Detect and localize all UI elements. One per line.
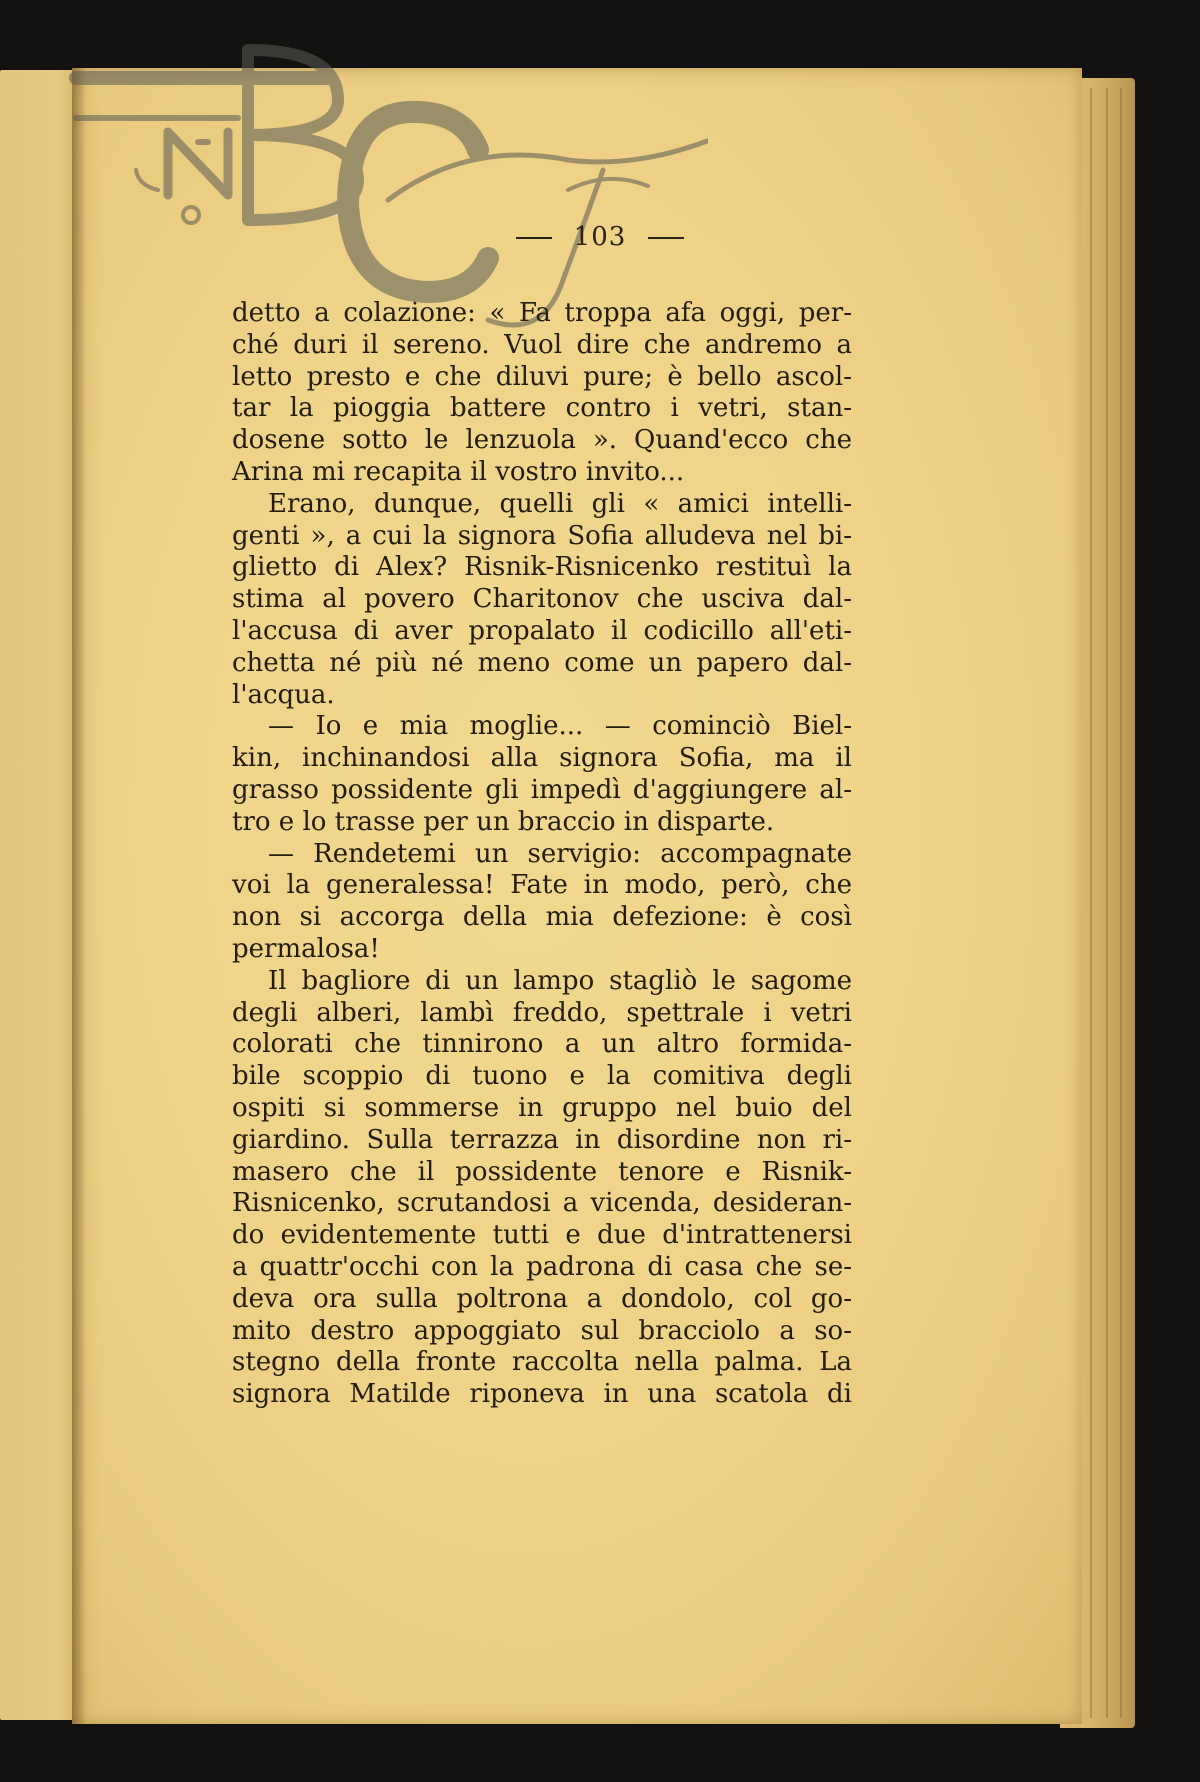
text-line: glietto di Alex? Risnik-Risnicenko restituì la xyxy=(232,552,852,583)
text-line: colorati che tinnirono a un altro formida- xyxy=(232,1029,852,1060)
text-line: non si accorga della mia defezione: è così xyxy=(232,902,852,933)
text-line: grasso possidente gli impedì d'aggiungere al- xyxy=(232,774,852,805)
library-watermark-logo xyxy=(48,20,708,340)
body-text xyxy=(232,298,852,1411)
text-line: Risnicenko, scrutandosi a vicenda, desideran- xyxy=(232,1188,852,1219)
text-line: — Rendetemi un servigio: accompagnate xyxy=(268,838,852,869)
page-number-dash-left xyxy=(516,237,552,239)
paragraph xyxy=(232,966,852,1411)
text-line: l'acqua. xyxy=(232,679,335,710)
text-line: Arina mi recapita il vostro invito... xyxy=(232,456,685,487)
paragraph xyxy=(232,711,852,838)
page-edge-line xyxy=(1120,88,1122,1718)
text-line: kin, inchinandosi alla signora Sofia, ma il xyxy=(232,743,852,774)
text-line: signora Matilde riponeva in una scatola di xyxy=(232,1379,852,1410)
text-line: tro e lo trasse per un braccio in disparte. xyxy=(232,806,775,837)
text-line: do evidentemente tutti e due d'intrattenersi xyxy=(232,1220,852,1251)
text-line: bile scoppio di tuono e la comitiva degli xyxy=(232,1061,852,1092)
text-line: genti », a cui la signora Sofia alludeva nel bi- xyxy=(232,520,852,551)
text-line: degli alberi, lambì freddo, spettrale i vetri xyxy=(232,997,852,1028)
text-line: letto presto e che diluvi pure; è bello ascol- xyxy=(232,361,852,392)
text-line: Il bagliore di un lampo stagliò le sagome xyxy=(268,965,852,996)
page-number-value: 103 xyxy=(573,222,627,252)
text-line: chetta né più né meno come un papero dal- xyxy=(232,647,852,678)
text-line: l'accusa di aver propalato il codicillo all'eti- xyxy=(232,615,852,646)
text-line: tar la pioggia battere contro i vetri, stan- xyxy=(232,393,852,424)
page-number-dash-right xyxy=(648,237,684,239)
text-line: Erano, dunque, quelli gli « amici intelli- xyxy=(268,488,852,519)
text-line: deva ora sulla poltrona a dondolo, col go- xyxy=(232,1283,852,1314)
text-line: giardino. Sulla terrazza in disordine non ri- xyxy=(232,1124,852,1155)
paragraph xyxy=(232,489,852,712)
text-line: voi la generalessa! Fate in modo, però, che xyxy=(232,870,852,901)
text-line: dosene sotto le lenzuola ». Quand'ecco che xyxy=(232,425,852,456)
text-line: stegno della fronte raccolta nella palma. La xyxy=(232,1347,852,1378)
text-line: a quattr'occhi con la padrona di casa che se- xyxy=(232,1251,852,1282)
page-number xyxy=(0,222,1200,252)
paragraph xyxy=(232,839,852,966)
paragraph xyxy=(232,298,852,489)
text-line: — Io e mia moglie... — cominciò Biel- xyxy=(268,711,852,742)
text-line: detto a colazione: « Fa troppa afa oggi, per- xyxy=(232,298,852,328)
page-edge-line xyxy=(1106,88,1108,1718)
text-line: mito destro appoggiato sul bracciolo a so- xyxy=(232,1315,852,1346)
text-line: permalosa! xyxy=(232,933,380,964)
text-line: ché duri il sereno. Vuol dire che andremo a xyxy=(232,329,852,360)
text-line: ospiti si sommerse in gruppo nel buio del xyxy=(232,1092,852,1123)
text-line: masero che il possidente tenore e Risnik- xyxy=(232,1156,852,1187)
page-edge-line xyxy=(1090,88,1092,1718)
text-line: stima al povero Charitonov che usciva dal- xyxy=(232,584,852,615)
